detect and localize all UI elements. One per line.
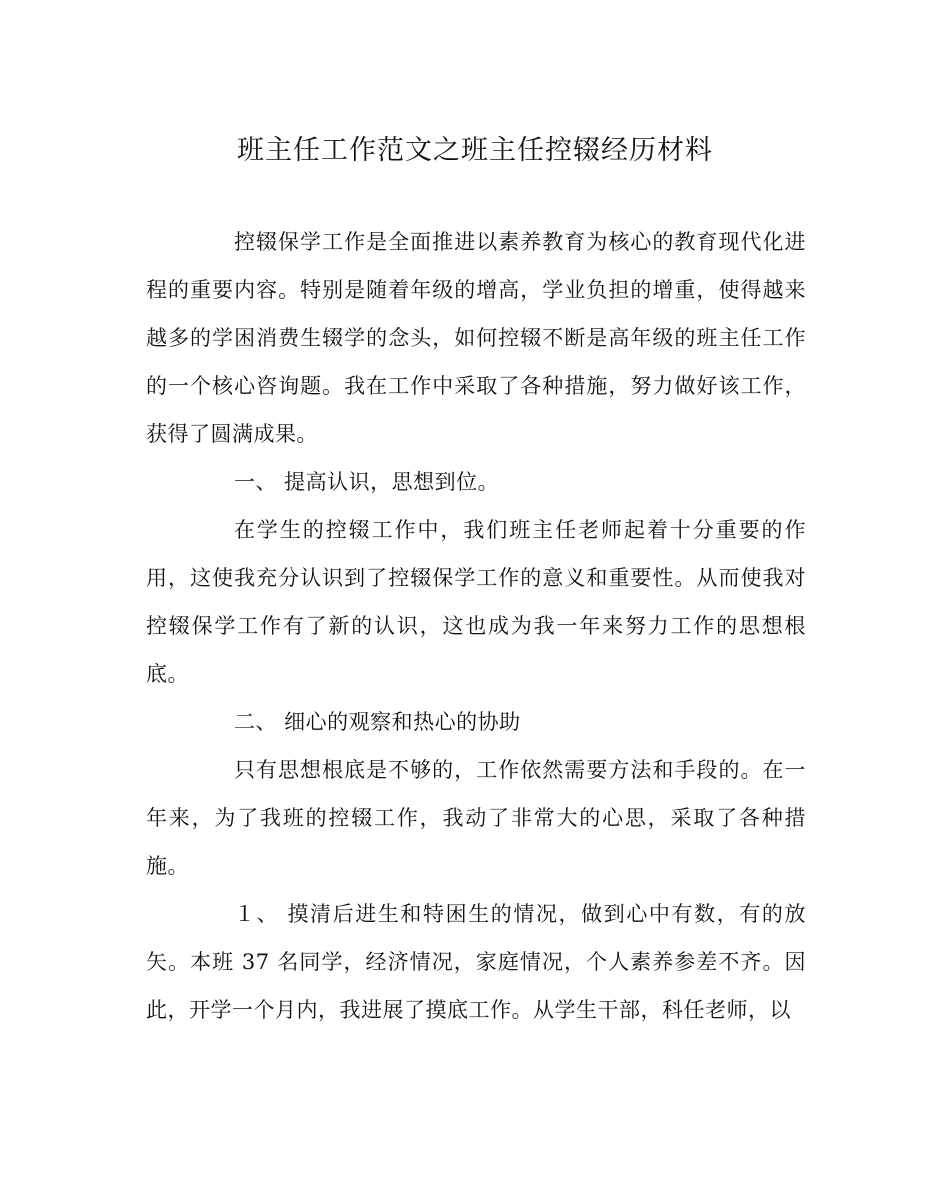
section-heading-1: 一、 提高认识，思想到位。 [234, 470, 500, 494]
section-heading-2: 二、 细心的观察和热心的协助 [234, 710, 521, 734]
paragraph-section-2: 只有思想根底是不够的，工作依然需要方法和手段的。在一年来，为了我班的控辍工作，我动了非常大的心思，采取了各种措施。 [146, 758, 806, 878]
document-title: 班主任工作范文之班主任控辍经历材料 [237, 135, 713, 166]
paragraph-item-1: １、 摸清后进生和特困生的情况，做到心中有数，有的放矢。本班 37 名同学，经济情况，家庭情况，个人素养参差不齐。因此，开学一个月内，我进展了摸底工作。从学生干部，科任老师，以 [146, 902, 806, 1022]
document-body [146, 218, 806, 1034]
paragraph-section-1: 在学生的控辍工作中，我们班主任老师起着十分重要的作用，这使我充分认识到了控辍保学工作的意义和重要性。从而使我对控辍保学工作有了新的认识，这也成为我一年来努力工作的思想根底。 [146, 518, 806, 686]
paragraph-intro: 控辍保学工作是全面推进以素养教育为核心的教育现代化进程的重要内容。特别是随着年级的增高，学业负担的增重，使得越来越多的学困消费生辍学的念头，如何控辍不断是高年级的班主任工作的一个核心咨询题。我在工作中采取了各种措施，努力做好该工作，获得了圆满成果。 [146, 230, 806, 446]
